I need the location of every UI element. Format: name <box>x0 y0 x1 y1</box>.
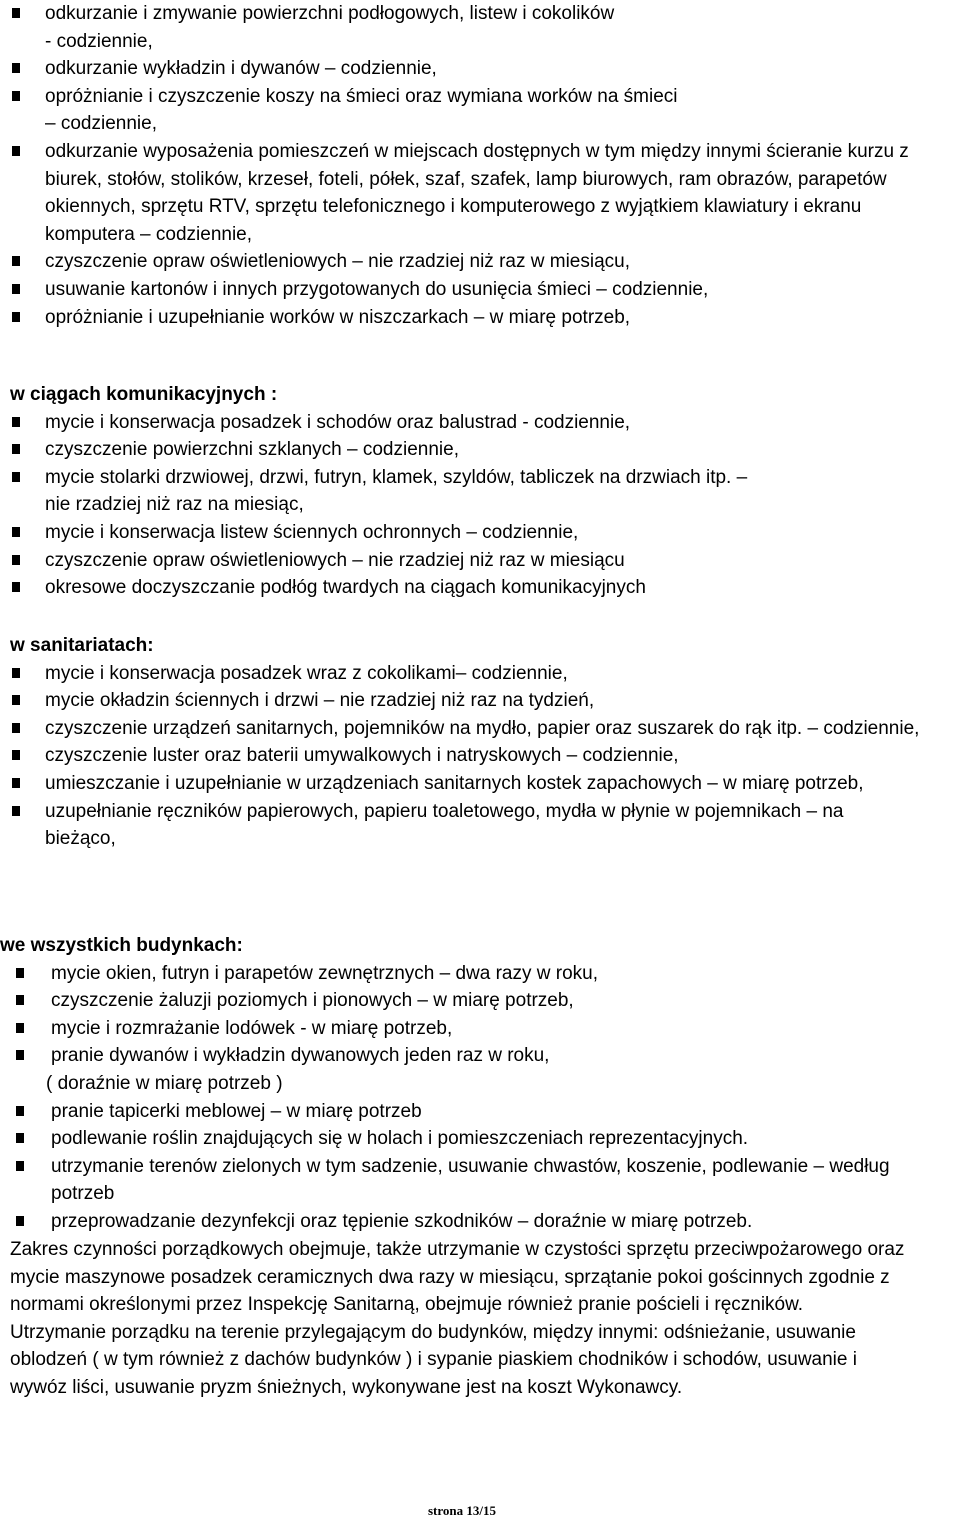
list-item: odkurzanie i zmywanie powierzchni podłogowych, listew i cokolików - codziennie, <box>0 0 960 55</box>
section-sanitary <box>0 632 960 853</box>
list-item: mycie stolarki drzwiowej, drzwi, futryn, klamek, szyldów, tabliczek na drzwiach itp. – nie rzadziej niż raz na miesiąc, <box>0 464 960 519</box>
list-item: czyszczenie żaluzji poziomych i pionowych – w miarę potrzeb, <box>0 987 960 1015</box>
list-item: czyszczenie luster oraz baterii umywalkowych i natryskowych – codziennie, <box>0 742 960 770</box>
list-item: opróżnianie i czyszczenie koszy na śmieci oraz wymiana worków na śmieci – codziennie, <box>0 83 960 138</box>
list-item-continuation: ( doraźnie w miarę potrzeb ) <box>46 1072 283 1094</box>
paragraph: Zakres czynności porządkowych obejmuje, także utrzymanie w czystości sprzętu przeciwpożarowego oraz mycie maszynowe posadzek ceramicznych dwa razy w miesiącu, sprzątanie pokoi gościnnych zgodnie z normami określonymi przez Inspekcję Sanitarną, obejmuje również pranie pościeli i ręczników. <box>10 1239 905 1316</box>
section-corridors <box>0 381 960 602</box>
section-heading: w sanitariatach: <box>10 635 154 656</box>
list-item: czyszczenie powierzchni szklanych – codziennie, <box>0 436 960 464</box>
list-item: czyszczenie urządzeń sanitarnych, pojemników na mydło, papier oraz suszarek do rąk itp. – codziennie, <box>0 715 960 743</box>
list-item: odkurzanie wykładzin i dywanów – codziennie, <box>0 55 960 83</box>
section-all-buildings <box>0 932 960 1236</box>
list-item: pranie dywanów i wykładzin dywanowych jeden raz w roku, <box>0 1042 960 1070</box>
list-item: usuwanie kartonów i innych przygotowanych do usunięcia śmieci – codziennie, <box>0 276 960 304</box>
list-item: podlewanie roślin znajdujących się w holach i pomieszczeniach reprezentacyjnych. <box>0 1125 960 1153</box>
cleaning-list-offices <box>0 0 960 331</box>
list-item: uzupełnianie ręczników papierowych, papieru toaletowego, mydła w płynie w pojemnikach – na bieżąco, <box>0 798 960 853</box>
paragraph: Utrzymanie porządku na terenie przylegającym do budynków, między innymi: odśnieżanie, usuwanie oblodzeń ( w tym również z dachów budynków ) i sypanie piaskiem chodników i schodów, usuwanie i wywóz liści, usuwanie pryzm śnieżnych, wykonywane jest na koszt Wykonawcy. <box>10 1321 857 1398</box>
closing-paragraphs <box>0 1236 960 1402</box>
list-item: czyszczenie opraw oświetleniowych – nie rzadziej niż raz w miesiącu, <box>0 248 960 276</box>
list-item: mycie i konserwacja posadzek wraz z cokolikami– codziennie, <box>0 660 960 688</box>
list-item: mycie i konserwacja listew ściennych ochronnych – codziennie, <box>0 519 960 547</box>
list-item: umieszczanie i uzupełnianie w urządzeniach sanitarnych kostek zapachowych – w miarę potrzeb, <box>0 770 960 798</box>
list-item: okresowe doczyszczanie podłóg twardych na ciągach komunikacyjnych <box>0 574 960 602</box>
section-heading: w ciągach komunikacyjnych : <box>10 384 278 405</box>
list-item: pranie tapicerki meblowej – w miarę potrzeb <box>0 1098 960 1126</box>
list-item: mycie i konserwacja posadzek i schodów oraz balustrad - codziennie, <box>0 409 960 437</box>
list-item: utrzymanie terenów zielonych w tym sadzenie, usuwanie chwastów, koszenie, podlewanie – według potrzeb <box>0 1153 960 1208</box>
list-item: opróżnianie i uzupełnianie worków w niszczarkach – w miarę potrzeb, <box>0 304 960 332</box>
list-item: mycie i rozmrażanie lodówek - w miarę potrzeb, <box>0 1015 960 1043</box>
list-item: mycie okien, futryn i parapetów zewnętrznych – dwa razy w roku, <box>0 960 960 988</box>
section-heading: we wszystkich budynkach: <box>0 935 243 956</box>
list-item: przeprowadzanie dezynfekcji oraz tępienie szkodników – doraźnie w miarę potrzeb. <box>0 1208 960 1236</box>
list-item: odkurzanie wyposażenia pomieszczeń w miejscach dostępnych w tym między innymi ścieranie kurzu z biurek, stołów, stolików, krzeseł, foteli, półek, szaf, szafek, lamp biurowych, ram obrazów, parapetów okiennych, sprzętu RTV, sprzętu telefonicznego i komputerowego z wyjątkiem klawiatury i ekranu komputera – codziennie, <box>0 138 960 248</box>
page-number: strona 13/15 <box>428 1503 497 1518</box>
list-item: czyszczenie opraw oświetleniowych – nie rzadziej niż raz w miesiącu <box>0 547 960 575</box>
list-item: mycie okładzin ściennych i drzwi – nie rzadziej niż raz na tydzień, <box>0 687 960 715</box>
